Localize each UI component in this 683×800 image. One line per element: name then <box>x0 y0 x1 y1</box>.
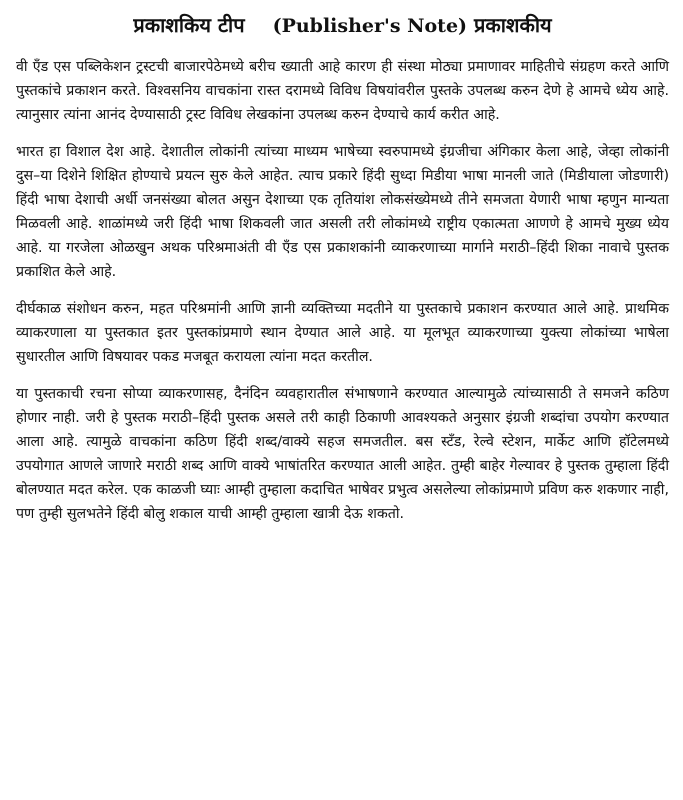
paragraph: दीर्घकाळ संशोधन करुन, महत परिश्रमांनी आणि ज्ञानी व्यक्तिच्या मदतीने या पुस्तकाचे प्रकाशन करण्यात आले आहे. प्राथमिक व्याकरणाला या पुस्तकात इतर पुस्तकांप्रमाणे स्थान देण्यात आले आहे. या मूलभूत व्याकरणाच्या युक्त्या लोकांच्या भाषेला सुधारतील आणि विषयावर पकड मजबूत करायला त्यांना मदत करतील. <box>16 301 669 365</box>
title-english: (Publisher's Note) <box>272 15 468 37</box>
page-title <box>16 10 669 41</box>
paragraph: भारत हा विशाल देश आहे. देशातील लोकांनी त्यांच्या माध्यम भाषेच्या स्वरुपामध्ये इंग्रजीचा अंगिकार केला आहे, जेव्हा लोकांनी दुस–या दिशेने शिक्षित होण्याचे प्रयत्न सुरु केले आहेत. त्याच प्रकारे हिंदी सुध्दा मिडीया भाषा मानली जाते (मिडीयाला जोडणारी) हिंदी भाषा देशाची अर्धी जनसंख्या बोलत असुन देशाच्या एक तृतियांश लोकसंख्येमध्ये तीने समजता येणारी भाषा म्हणुन मान्यता मिळवली आहे. शाळांमध्ये जरी हिंदी भाषा शिकवली जात असली तरी लोकांमध्ये राष्ट्रीय एकात्मता आणणे हे आमचे मुख्य ध्येय आहे. या गरजेला ओळखुन अथक परिश्रमाअंती वी ऍंड एस प्रकाशकांनी व्याकरणाच्या मार्गाने मराठी–हिंदी शिका नावाचे पुस्तक प्रकाशित केले आहे. <box>16 144 669 280</box>
title-hindi: प्रकाशकीय <box>474 13 552 37</box>
paragraph: वी ऍंड एस पब्लिकेशन ट्रस्टची बाजारपेठेमध्ये बरीच ख्याती आहे कारण ही संस्था मोठ्या प्रमाणावर माहितीचे संग्रहण करते आणि पुस्तकांचे प्रकाशन करते. विश्वसनिय वाचकांना रास्त दरामध्ये विविध विषयांवरील पुस्तके उपलब्ध करुन देणे हे आमचे ध्येय आहे. त्यानुसार त्यांना आनंद देण्यासाठी ट्रस्ट विविध लेखकांना उपलब्ध करुन देण्याचे कार्य करीत आहे. <box>16 59 669 123</box>
title-marathi: प्रकाशकिय टीप <box>133 13 245 37</box>
paragraph: या पुस्तकाची रचना सोप्या व्याकरणासह, दैनंदिन व्यवहारातील संभाषणाने करण्यात आल्यामुळे त्यांच्यासाठी ते समजने कठिण होणार नाही. जरी हे पुस्तक मराठी–हिंदी पुस्तक असले तरी काही ठिकाणी आवश्यकते अनुसार इंग्रजी शब्दांचा उपयोग करण्यात आला आहे. त्यामुळे वाचकांना कठिण हिंदी शब्द/वाक्ये सहज समजतील. बस स्टॅंड, रेल्वे स्टेशन, मार्केट आणि हॉटेलमध्ये उपयोगात आणले जाणारे मराठी शब्द आणि वाक्ये भाषांतरित करण्यात आली आहेत. तुम्ही बाहेर गेल्यावर हे पुस्तक तुम्हाला हिंदी बोलण्यात मदत करेल. एक काळजी घ्याः आम्ही तुम्हाला कदाचित भाषेवर प्रभुत्व असलेल्या लोकांप्रमाणे प्रविण करु शकणार नाही, पण तुम्ही सुलभतेने हिंदी बोलु शकाल याची आम्ही तुम्हाला खात्री देऊ शकतो. <box>16 386 669 522</box>
